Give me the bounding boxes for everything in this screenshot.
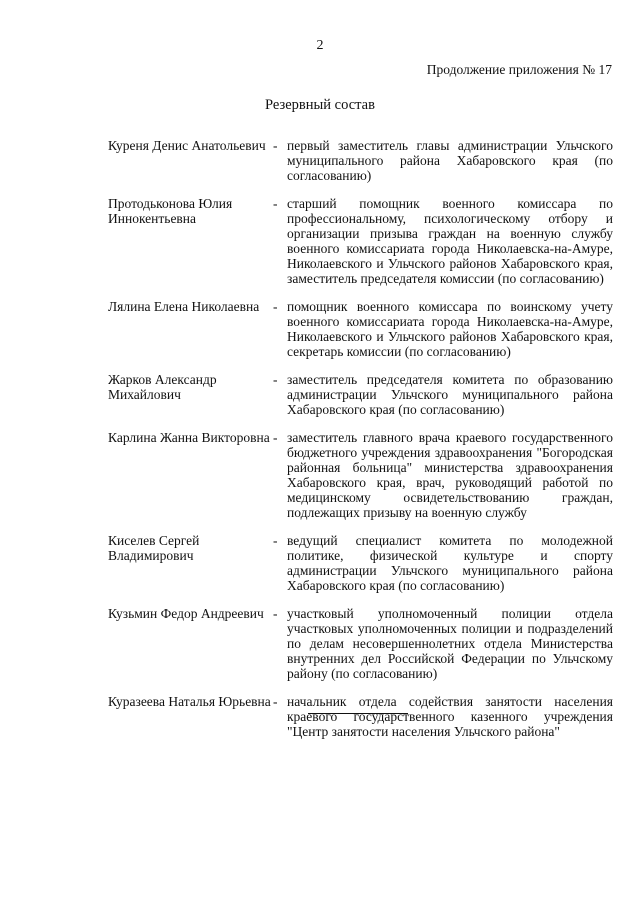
page-number: 2 — [316, 38, 324, 53]
member-dash: - — [273, 299, 278, 314]
reserve-members-list — [108, 138, 613, 739]
member-role: начальник отдела содействия занятости населения краевого государственного казенного учреждения "Центр занятости населения Ульчского района" — [287, 694, 613, 739]
member-role: помощник военного комиссара по воинскому учету военного комиссариата города Николаевска-на-Амуре, Николаевского и Ульчского районов Хабаровского края, секретарь комиссии (по согласованию) — [287, 299, 613, 359]
member-row — [108, 533, 613, 593]
member-row — [108, 138, 613, 183]
section-title: Резервный состав — [265, 97, 375, 113]
member-row — [108, 299, 613, 359]
appendix-continuation-note: Продолжение приложения № 17 — [426, 62, 612, 77]
member-name: Карлина Жанна Викторовна — [108, 430, 270, 445]
member-role: старший помощник военного комиссара по профессиональному, психологическому отбору и организации призыва граждан на военную службу военного комиссариата города Николаевска-на-Амуре, Николаевского и Ульчского районов Хабаровского края, заместитель председателя комиссии (по согласованию) — [287, 196, 613, 286]
member-dash: - — [273, 372, 278, 387]
member-role: участковый уполномоченный полиции отдела участковых уполномоченных полиции и подразделений по делам несовершеннолетних отдела Министерства внутренних дел Российской Федерации по Ульчскому району (по согласованию) — [287, 606, 613, 681]
member-row — [108, 606, 613, 681]
member-dash: - — [273, 694, 278, 709]
member-dash: - — [273, 430, 278, 445]
member-dash: - — [273, 196, 278, 211]
member-dash: - — [273, 138, 278, 153]
member-role: заместитель главного врача краевого государственного бюджетного учреждения здравоохранения "Богородская районная больница" министерства здравоохранения Хабаровского края, врач, руководящий работой по медицинскому освидетельствованию граждан, подлежащих призыву на военную службу — [287, 430, 613, 520]
footer-rule — [308, 713, 408, 714]
member-row — [108, 196, 613, 286]
member-name: Киселев Сергей Владимирович — [108, 533, 200, 563]
member-name: Жарков Александр Михайлович — [108, 372, 217, 402]
member-row — [108, 372, 613, 417]
member-name: Лялина Елена Николаевна — [108, 299, 260, 314]
member-name: Кузьмин Федор Андреевич — [108, 606, 264, 621]
member-role: ведущий специалист комитета по молодежной политике, физической культуре и спорту администрации Ульчского муниципального района Хабаровского края (по согласованию) — [287, 533, 613, 593]
member-row — [108, 430, 613, 520]
member-role: заместитель председателя комитета по образованию администрации Ульчского муниципального района Хабаровского края (по согласованию) — [287, 372, 613, 417]
member-dash: - — [273, 533, 278, 548]
member-name: Куреня Денис Анатольевич — [108, 138, 266, 153]
member-role: первый заместитель главы администрации Ульчского муниципального района Хабаровского края (по согласованию) — [287, 138, 613, 183]
member-name: Куразеева Наталья Юрьевна — [108, 694, 271, 709]
member-dash: - — [273, 606, 278, 621]
member-row — [108, 694, 613, 739]
member-name: Протодьконова Юлия Иннокентьевна — [108, 196, 233, 226]
